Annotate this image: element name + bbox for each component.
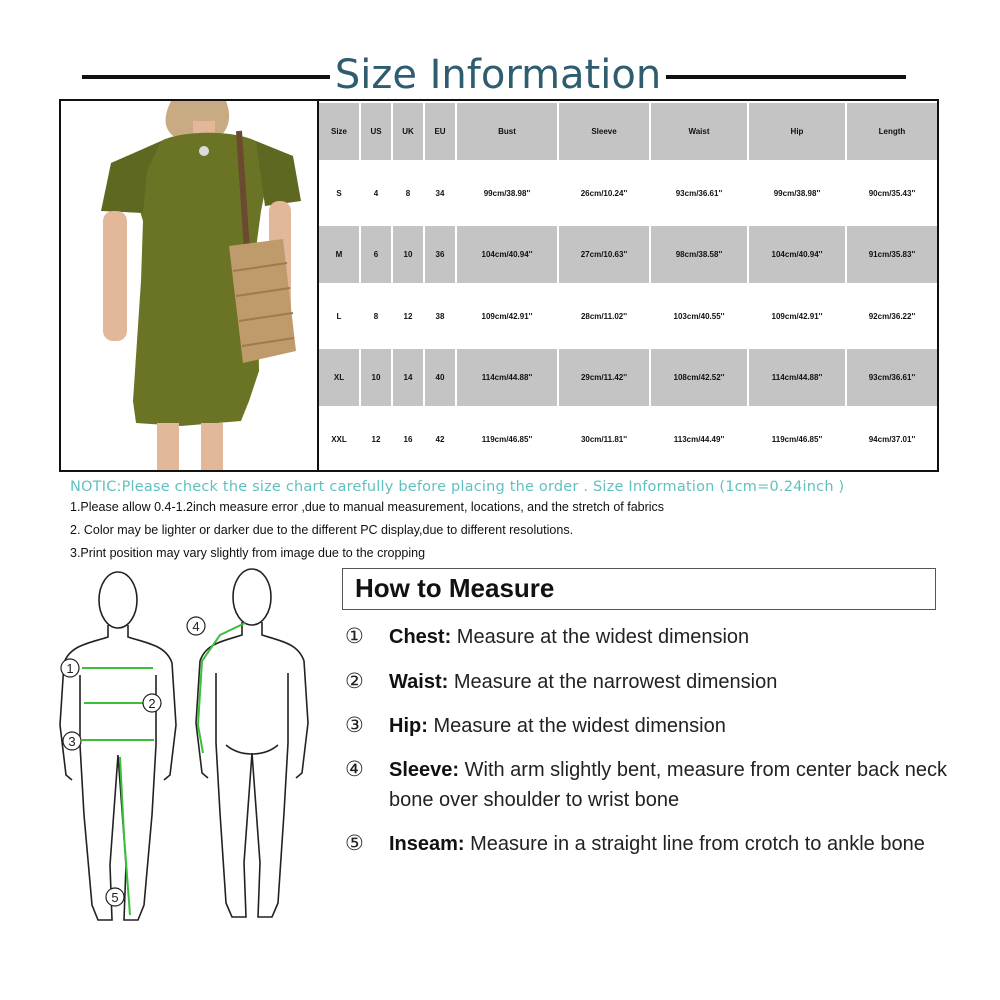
cell-us: 10	[361, 349, 391, 406]
step-text: Measure at the widest dimension	[427, 715, 726, 737]
cell-size: S	[336, 188, 342, 198]
table-header-row	[319, 101, 937, 163]
cell-uk: 12	[403, 311, 413, 321]
cell-bust: 104cm/40.94''	[457, 226, 557, 283]
marker-4: 4	[192, 619, 200, 634]
cell-eu: 38	[435, 311, 445, 321]
cell-waist: 93cm/36.61''	[675, 188, 723, 198]
cell-sleeve: 29cm/11.42''	[559, 349, 649, 406]
step-number: ④	[345, 758, 364, 781]
cell-length: 93cm/36.61''	[847, 349, 937, 406]
size-chart-panel	[59, 99, 939, 472]
cell-size: XL	[319, 349, 359, 406]
header-cell-length: Length	[847, 103, 937, 160]
notice-text: NOTIC:Please check the size chart carefully before placing the order . Size Information (1cm=0.24inch )	[70, 479, 845, 495]
cell-us: 6	[361, 226, 391, 283]
cell-us: 8	[373, 311, 379, 321]
cell-uk: 14	[393, 349, 423, 406]
cell-uk: 8	[405, 188, 411, 198]
cell-sleeve: 26cm/10.24''	[580, 188, 628, 198]
title-rule-left	[82, 75, 330, 79]
cell-bust: 99cm/38.98''	[483, 188, 531, 198]
cell-bust: 109cm/42.91''	[481, 311, 533, 321]
size-table	[319, 101, 937, 470]
header-cell-sleeve: Sleeve	[559, 103, 649, 160]
how-to-measure-header	[342, 568, 936, 610]
model-in-dress-image	[61, 101, 317, 470]
body-outline-diagram	[40, 565, 340, 935]
cell-size: L	[336, 311, 342, 321]
cell-us: 12	[371, 434, 381, 444]
back-figure-head	[233, 569, 271, 625]
header-cell-hip: Hip	[749, 103, 845, 160]
marker-3: 3	[68, 734, 76, 749]
step-label: Inseam:	[389, 833, 465, 855]
cell-waist: 98cm/38.58''	[651, 226, 747, 283]
note-2: 2. Color may be lighter or darker due to the different PC display,due to different resolutions.	[70, 523, 574, 537]
cell-length: 91cm/35.83''	[847, 226, 937, 283]
cell-sleeve: 28cm/11.02''	[580, 311, 628, 321]
cell-hip: 104cm/40.94''	[749, 226, 845, 283]
marker-5: 5	[111, 890, 119, 905]
step-label: Waist:	[389, 671, 449, 693]
cell-length: 94cm/37.01''	[868, 434, 916, 444]
step-text: Measure at the narrowest dimension	[448, 671, 778, 693]
cell-size: M	[319, 226, 359, 283]
cell-eu: 34	[435, 188, 445, 198]
header-cell-uk: UK	[393, 103, 423, 160]
cell-hip: 99cm/38.98''	[773, 188, 821, 198]
cell-sleeve: 30cm/11.81''	[580, 434, 628, 444]
step-number: ⑤	[345, 832, 364, 855]
step-label: Sleeve:	[389, 759, 460, 781]
cell-hip: 114cm/44.88''	[749, 349, 845, 406]
step-number: ①	[345, 625, 364, 648]
cell-bust: 119cm/46.85''	[481, 434, 533, 444]
table-row	[319, 347, 937, 409]
title-rule-right	[666, 75, 906, 79]
cell-size: XXL	[331, 434, 347, 444]
table-row	[319, 286, 937, 348]
cell-eu: 36	[425, 226, 455, 283]
marker-1: 1	[66, 661, 74, 676]
header-cell-us: US	[361, 103, 391, 160]
cell-length: 90cm/35.43''	[868, 188, 916, 198]
cell-uk: 16	[403, 434, 413, 444]
step-number: ②	[345, 670, 364, 693]
header-cell-waist: Waist	[651, 103, 747, 160]
sleeve-measure-line	[198, 623, 245, 753]
cell-eu: 42	[435, 434, 445, 444]
cell-uk: 10	[393, 226, 423, 283]
note-3: 3.Print position may vary slightly from image due to the cropping	[70, 546, 426, 560]
product-photo	[61, 101, 319, 470]
cell-waist: 103cm/40.55''	[673, 311, 725, 321]
note-1: 1.Please allow 0.4-1.2inch measure error ,due to manual measurement, locations, and the stretch of fabrics	[70, 500, 665, 514]
page-title: Size Information	[334, 52, 662, 98]
step-label: Hip:	[389, 715, 428, 737]
cell-eu: 40	[425, 349, 455, 406]
cell-length: 92cm/36.22''	[868, 311, 916, 321]
step-label: Chest:	[389, 626, 452, 648]
table-row	[319, 224, 937, 286]
how-to-measure-title: How to Measure	[355, 573, 555, 603]
cell-bust: 114cm/44.88''	[457, 349, 557, 406]
table-row	[319, 163, 937, 225]
table-row	[319, 409, 937, 471]
cell-us: 4	[373, 188, 379, 198]
header-cell-eu: EU	[425, 103, 455, 160]
step-text: With arm slightly bent, measure from center back neck bone over shoulder to wrist bone	[389, 759, 948, 811]
cell-hip: 119cm/46.85''	[771, 434, 823, 444]
header	[0, 45, 1000, 105]
measurement-figures	[40, 565, 340, 935]
step-text: Measure at the widest dimension	[451, 626, 750, 648]
cell-hip: 109cm/42.91''	[771, 311, 823, 321]
cell-waist: 113cm/44.49''	[673, 434, 725, 444]
step-text: Measure in a straight line from crotch to ankle bone	[464, 833, 925, 855]
cell-waist: 108cm/42.52''	[651, 349, 747, 406]
front-figure-head	[99, 572, 137, 628]
marker-2: 2	[148, 696, 156, 711]
header-cell-bust: Bust	[457, 103, 557, 160]
header-cell-size: Size	[319, 103, 359, 160]
cell-sleeve: 27cm/10.63''	[559, 226, 649, 283]
step-number: ③	[345, 714, 364, 737]
